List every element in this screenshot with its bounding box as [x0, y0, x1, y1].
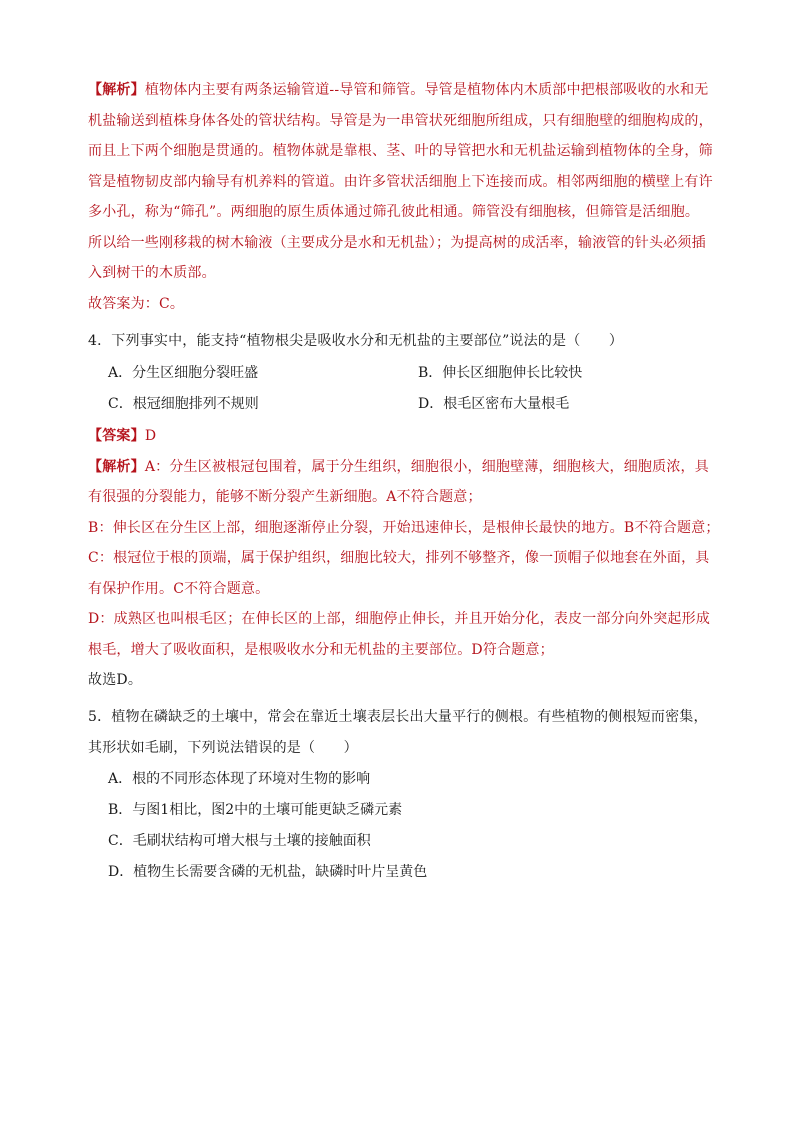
q4-option-d[interactable]: D．根毛区密布大量根毛 — [418, 396, 570, 412]
q5-stem-line: 其形状如毛刷，下列说法错误的是（ ） — [88, 739, 358, 756]
q3-analysis — [88, 75, 728, 319]
q5-stem — [88, 702, 728, 763]
q4-analysis-tag: 【解析】 — [88, 458, 145, 475]
q4-option-b[interactable]: B．伸长区细胞伸长比较快 — [418, 365, 583, 381]
q4-stem-text: 4．下列事实中，能支持“植物根尖是吸收水分和无机盐的主要部位”说法的是（ ） — [88, 333, 624, 349]
q4-analysis-line: 有很强的分裂能力，能够不断分裂产生新细胞。A不符合题意； — [88, 489, 482, 505]
q5-option-b[interactable]: B．与图1相比，图2中的土壤可能更缺乏磷元素 — [108, 802, 403, 818]
q5-stem-line: 5．植物在磷缺乏的土壤中，常会在靠近土壤表层长出大量平行的侧根。有些植物的侧根短而密集， — [88, 709, 708, 725]
q4-analysis-line: 根毛，增大了吸收面积，是根吸收水分和无机盐的主要部位。D符合题意； — [88, 641, 554, 658]
q4-answer-value: D — [144, 428, 157, 444]
q3-analysis-line: 多小孔，称为“筛孔”。两细胞的原生质体通过筛孔彼此相通。筛管没有细胞核，但筛管是活细胞。 — [88, 204, 700, 220]
q4-option-c[interactable]: C．根冠细胞排列不规则 — [108, 396, 259, 412]
q3-analysis-line: 机盐输送到植株身体各处的管状结构。导管是为一串管状死细胞所组成，只有细胞壁的细胞构成的， — [88, 112, 713, 129]
q4-conclusion: 故选D。 — [88, 672, 143, 688]
q4-analysis-line: B：伸长区在分生区上部，细胞逐渐停止分裂，开始迅速伸长，是根伸长最快的地方。B不符合题意； — [88, 519, 720, 536]
q4-answer — [88, 421, 728, 452]
q4-option-a[interactable]: A．分生区细胞分裂旺盛 — [108, 365, 259, 381]
q4-answer-tag: 【答案】 — [88, 428, 145, 444]
q3-analysis-line: 管是植物韧皮部内输导有机养料的管道。由许多管状活细胞上下连接而成。相邻两细胞的横壁上有许 — [88, 173, 713, 190]
q3-analysis-line: 所以给一些刚移栽的树木输液（主要成分是水和无机盐）；为提高树的成活率，输液管的针头必须插 — [88, 234, 706, 251]
q4-analysis-line: 有保护作用。C不符合题意。 — [88, 580, 270, 597]
q5-option-c[interactable]: C．毛刷状结构可增大根与土壤的接触面积 — [108, 833, 371, 849]
q3-conclusion: 故答案为：C。 — [88, 295, 185, 312]
q5-option-a[interactable]: A．根的不同形态体现了环境对生物的影响 — [108, 771, 371, 787]
q4-solution — [88, 421, 728, 696]
q3-analysis-line: 【解析】植物体内主要有两条运输管道--导管和筛管。导管是植物体内木质部中把根部吸收的水和无 — [88, 82, 709, 98]
q3-analysis-line: 而且上下两个细胞是贯通的。植物体就是靠根、茎、叶的导管把水和无机盐运输到植物体的全身，筛 — [88, 143, 713, 159]
q3-analysis-tag: 【解析】 — [88, 82, 145, 98]
q3-analysis-line: 入到树干的木质部。 — [88, 265, 216, 281]
q4-analysis-line: D：成熟区也叫根毛区；在伸长区的上部，细胞停止伸长，并且开始分化，表皮一部分向外突起形成 — [88, 611, 711, 627]
q4-analysis-line: C：根冠位于根的顶端，属于保护组织，细胞比较大，排列不够整齐，像一顶帽子似地套在外面，具 — [88, 550, 710, 566]
q4-analysis-line: 【解析】A：分生区被根冠包围着，属于分生组织，细胞很小，细胞壁薄，细胞核大，细胞质浓，具 — [88, 458, 709, 475]
q4-stem — [88, 326, 728, 357]
q5-option-d[interactable]: D．植物生长需要含磷的无机盐，缺磷时叶片呈黄色 — [108, 864, 428, 880]
